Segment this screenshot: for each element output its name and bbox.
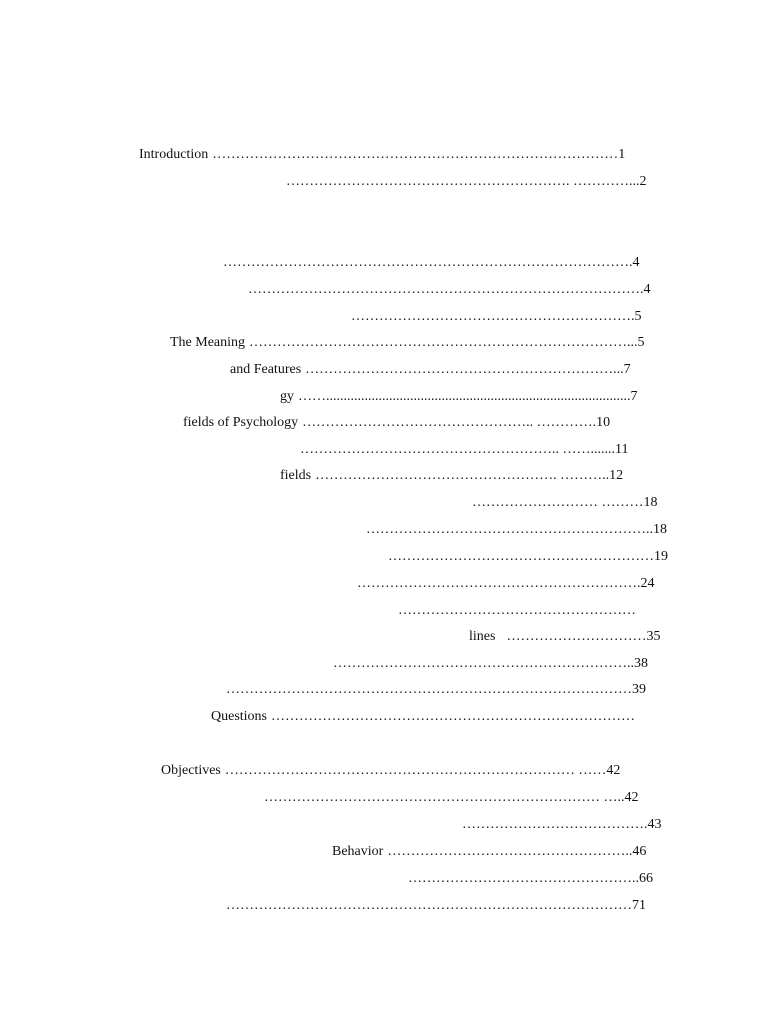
toc-leader: ………………………………………………… [388, 549, 654, 564]
toc-entry-fields-of-psychology [183, 414, 610, 432]
toc-page-number: 35 [646, 629, 661, 644]
toc-page-number: 18 [643, 495, 658, 510]
toc-leader: ……………………………………………………. [357, 576, 641, 591]
toc-entry [398, 602, 636, 620]
toc-label: gy [280, 389, 294, 404]
toc-label: fields [280, 468, 312, 483]
toc-entry-lines [469, 628, 660, 646]
toc-page-number: 4 [643, 282, 651, 297]
toc-leader: …………………………………………………………………………… [212, 147, 619, 162]
toc-leader: …………………………………………………………………………… [226, 898, 632, 913]
toc-page-number: 43 [647, 817, 662, 832]
toc-leader: ……………………………………………….. ……....... [300, 442, 615, 457]
toc-entry [264, 789, 639, 807]
toc-leader: ……………………………………………………….. [333, 656, 634, 671]
toc-entry [248, 281, 651, 299]
toc-leader: …………………………………………………………... [305, 362, 624, 377]
toc-entry [388, 548, 668, 566]
toc-leader: ……………………… ……… [472, 495, 644, 510]
toc-entry [286, 173, 647, 191]
toc-label: The Meaning [170, 335, 246, 350]
toc-page-number: 24 [640, 576, 655, 591]
toc-leader: ……………………………………………………………… ….. [264, 790, 625, 805]
toc-leader: …………………………………………………….. [366, 522, 653, 537]
toc-entry [226, 897, 646, 915]
toc-label: and Features [230, 362, 302, 377]
toc-entry [357, 575, 655, 593]
toc-leader: …………………………………………………………………………… [223, 255, 629, 270]
toc-leader: ………………………………………………………………………... [249, 335, 638, 350]
toc-leader: …………………………………………………………………………… [226, 682, 632, 697]
toc-entry [472, 494, 658, 512]
toc-entry [366, 521, 667, 539]
toc-label: Questions [211, 709, 267, 724]
toc-leader: …………………………………………… [398, 603, 636, 618]
toc-page-number: 7 [623, 362, 631, 377]
toc-label: fields of Psychology [183, 415, 299, 430]
toc-leader: ………………………… [499, 629, 647, 644]
toc-entry [226, 681, 646, 699]
toc-page-number: 11 [615, 442, 629, 457]
toc-entry-and-features [230, 361, 631, 379]
toc-entry [223, 254, 640, 272]
toc-page-number: 71 [632, 898, 646, 913]
toc-entry [300, 441, 628, 459]
toc-label: lines [469, 629, 496, 644]
toc-entry [462, 816, 662, 834]
toc-page-number: .4 [629, 255, 640, 270]
toc-page-number: 66 [639, 871, 653, 886]
toc-leader: …………………………………. [462, 817, 648, 832]
toc-leader: ………………………………………………………………… …… [224, 763, 607, 778]
toc-page-number: 38 [634, 656, 648, 671]
toc-entry-the-meaning [170, 334, 645, 352]
toc-leader: …………………………………………….. [387, 844, 633, 859]
toc-page-number: 5 [634, 309, 642, 324]
toc-entry [351, 308, 642, 326]
toc-label: Behavior [332, 844, 384, 859]
toc-leader: ………………………………………….. …………. [302, 415, 597, 430]
toc-page-number: 18 [653, 522, 667, 537]
toc-page-number: 46 [632, 844, 647, 859]
toc-leader: ……....................................................................................... [298, 389, 631, 404]
toc-page-number: 10 [596, 415, 611, 430]
toc-entry-behavior [332, 843, 646, 861]
toc-page-number: 42 [606, 763, 621, 778]
toc-page-number: 42 [624, 790, 639, 805]
toc-leader: ……………………………………………………. [351, 309, 635, 324]
toc-entry [408, 870, 653, 888]
toc-page-number: 12 [609, 468, 624, 483]
toc-leader: ……………………………………………………. ………….. [286, 174, 636, 189]
toc-page-number: 39 [632, 682, 646, 697]
toc-page-number: 1 [618, 147, 626, 162]
toc-leader: ………………………………………….. [408, 871, 639, 886]
toc-leader: ……………………………………………. ……….. [315, 468, 610, 483]
toc-leader: …………………………………………………………………………. [248, 282, 644, 297]
toc-entry-objectives [161, 762, 620, 780]
toc-label: Objectives [161, 763, 221, 778]
toc-entry [333, 655, 648, 673]
toc-entry-fields [280, 467, 623, 485]
toc-page-number: 19 [654, 549, 668, 564]
toc-leader: …………………………………………………………………… [271, 709, 635, 724]
toc-entry-questions [211, 708, 635, 726]
toc-page-number: .2 [636, 174, 647, 189]
toc-entry-gy [280, 388, 638, 406]
toc-page-number: 7 [630, 389, 638, 404]
toc-entry-introduction [139, 146, 625, 164]
toc-label: Introduction [139, 147, 209, 162]
toc-page-number: 5 [637, 335, 645, 350]
